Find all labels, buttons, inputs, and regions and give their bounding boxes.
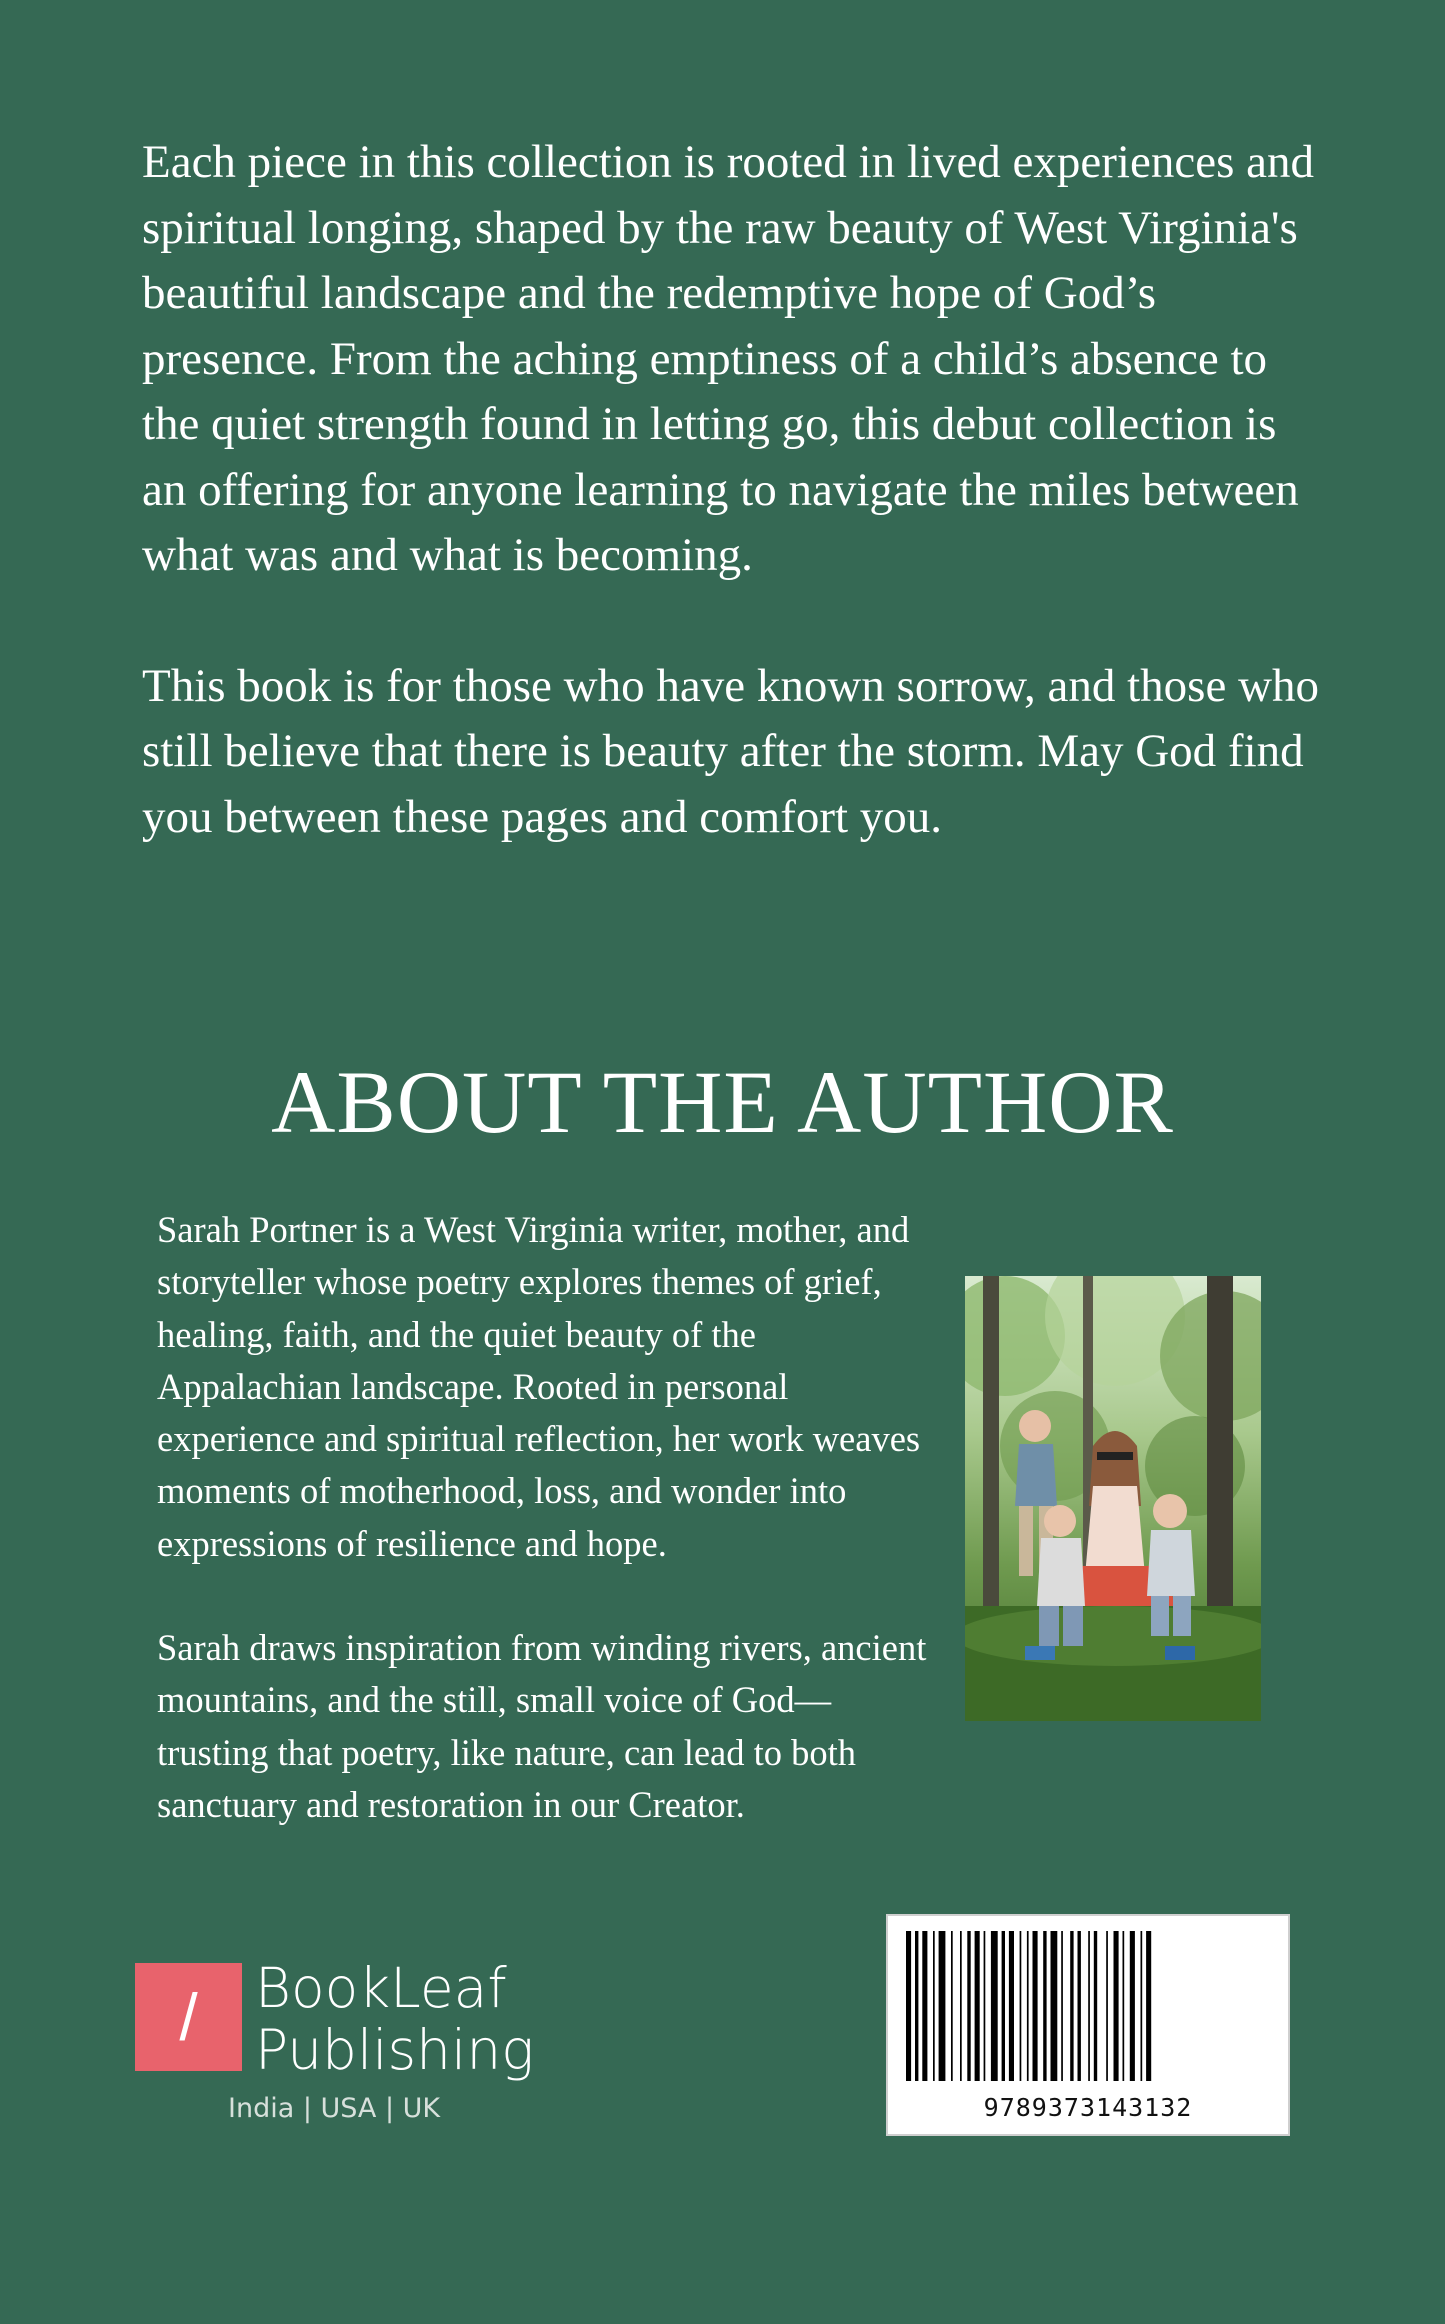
barcode-bar — [922, 1931, 927, 2081]
barcode-bar — [984, 1931, 986, 2081]
author-photo — [965, 1276, 1261, 1721]
publisher-name — [255, 1957, 534, 2081]
barcode-bar — [1027, 1931, 1029, 2081]
publisher-mark-glyph: / — [179, 1980, 198, 2054]
publisher-regions: India | USA | UK — [228, 2093, 441, 2124]
barcode-bar — [915, 1931, 918, 2081]
about-author-heading: ABOUT THE AUTHOR — [271, 1054, 1174, 1152]
blurb-paragraph: Each piece in this collection is rooted in lived experiences and spiritual longing, shaped by the raw beauty of West Virginia's beautiful landscape and the redemptive hope of God’s presence. From the aching emptiness of a child’s absence to the quiet strength found in letting go, this debut collection is an offering for anyone learning to navigate the miles between what was and what is becoming. — [142, 136, 1314, 581]
barcode-bar — [967, 1931, 970, 2081]
publisher-logo — [135, 1956, 555, 2133]
barcode-bar — [960, 1931, 962, 2081]
barcode-bar — [1043, 1931, 1046, 2081]
barcode-bar — [1009, 1931, 1014, 2081]
barcode-bar — [1114, 1931, 1119, 2081]
barcode-bar — [991, 1931, 998, 2081]
barcode-bar — [1094, 1931, 1097, 2081]
barcode-bar — [1078, 1931, 1081, 2081]
bio-paragraph: Sarah draws inspiration from winding rivers, ancient mountains, and the still, small voice of God—trusting that poetry, like nature, can lead to both sanctuary and restoration in our Creator. — [157, 1627, 927, 1825]
barcode-bar — [975, 1931, 980, 2081]
barcode-bars — [906, 1931, 1272, 2081]
blurb-paragraph: This book is for those who have known sorrow, and those who still believe that there is beauty after the storm. May God find you between these pages and comfort you. — [142, 659, 1320, 843]
barcode-bar — [1051, 1931, 1058, 2081]
barcode-bar — [1141, 1931, 1143, 2081]
barcode-bar — [906, 1931, 911, 2081]
barcode-bar — [1130, 1931, 1135, 2081]
isbn-barcode — [886, 1914, 1290, 2136]
publisher-mark-icon — [135, 1963, 242, 2071]
back-cover-blurb — [142, 130, 1332, 850]
barcode-bar — [1123, 1931, 1125, 2081]
barcode-bar — [951, 1931, 953, 2081]
barcode-bar — [1088, 1931, 1090, 2081]
bio-paragraph: Sarah Portner is a West Virginia writer, mother, and storyteller whose poetry explores themes of grief, healing, faith, and the quiet beauty of the Appalachian landscape. Rooted in personal experience and spiritual reflection, her work weaves moments of motherhood, loss, and wonder into expressions of resilience and hope. — [157, 1209, 921, 1564]
barcode-bar — [1061, 1931, 1063, 2081]
publisher-name-line: BookLeaf — [255, 1956, 507, 2020]
author-bio — [157, 1204, 927, 1831]
barcode-bar — [1033, 1931, 1038, 2081]
author-photo-image — [965, 1276, 1261, 1721]
barcode-bar — [933, 1931, 935, 2081]
barcode-bar — [939, 1931, 946, 2081]
barcode-bar — [1106, 1931, 1108, 2081]
isbn-number: 9789373143132 — [983, 2093, 1193, 2122]
barcode-bar — [1002, 1931, 1005, 2081]
barcode-bar — [1146, 1931, 1151, 2081]
barcode-bar — [1070, 1931, 1073, 2081]
barcode-bar — [1020, 1931, 1022, 2081]
publisher-name-line: Publishing — [255, 2018, 535, 2082]
